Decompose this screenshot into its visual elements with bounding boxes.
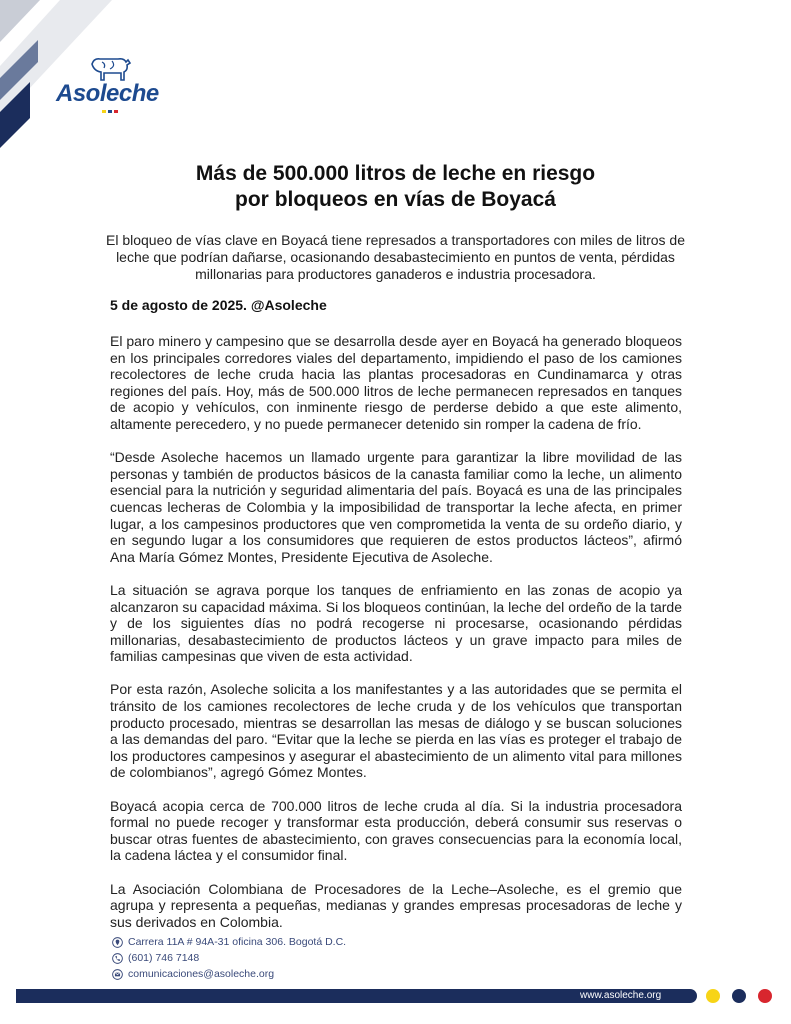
footer-website-link[interactable]: www.asoleche.org xyxy=(580,990,662,1001)
logo-wordmark: Asoleche xyxy=(56,80,159,107)
footer-dot-red xyxy=(758,989,772,1003)
lead-paragraph: El bloqueo de vías clave en Boyacá tiene represados a transportadores con miles de litros de leche que podrían dañarse, ocasionando desabastecimiento en puntos de venta, pérdidas millonarias para productores ganaderos e industria procesadora. xyxy=(105,232,685,282)
contact-address: Carrera 11A # 94A-31 oficina 306. Bogotá D.C. xyxy=(128,936,347,948)
location-pin-icon xyxy=(112,937,123,948)
email-icon xyxy=(112,969,123,980)
contact-info xyxy=(112,934,346,982)
body-paragraph: La situación se agrava porque los tanques de enfriamiento en las zonas de acopio ya alcanzaron su capacidad máxima. Si los bloqueos continúan, la leche del ordeño de la tarde y de los siguientes días no podrá recogerse ni procesarse, ocasionando pérdidas millonarias, desabastecimiento de productos lácteos y un grave impacto para miles de familias campesinas que viven de esta actividad. xyxy=(110,581,682,665)
body-paragraph: El paro minero y campesino que se desarrolla desde ayer en Boyacá ha generado bloqueos en los principales corredores viales del departamento, impidiendo el paso de los camiones recolectores de leche cruda hacia las plantas procesadoras en Cundinamarca y otras regiones del país. Hoy, más de 500.000 litros de leche permanecen represados en tanques de acopio y vehículos, con inminente riesgo de perderse debido a que este alimento, altamente perecedero, y no puede permanecer detenido sin romper la cadena de frío. xyxy=(110,333,682,432)
title-line-1: Más de 500.000 litros de leche en riesgo xyxy=(195,162,596,185)
contact-email[interactable]: comunicaciones@asoleche.org xyxy=(128,968,275,980)
body-paragraph: “Desde Asoleche hacemos un llamado urgente para garantizar la libre movilidad de las personas y también de productos básicos de la canasta familiar como la leche, un alimento esencial para la nutrición y seguridad alimentaria del país. Boyacá es una de las principales cuencas lecheras de Colombia y la imposibilidad de transportar la leche afecta, en primer lugar, a los campesinos productores que ven comprometida la venta de su ordeño diario, y en segundo lugar a los consumidores que requieren de estos productos lácteos”, afirmó Ana María Gómez Montes, Presidente Ejecutiva de Asoleche. xyxy=(110,449,682,565)
contact-address-row xyxy=(112,934,346,950)
article-body xyxy=(110,333,682,947)
asoleche-logo xyxy=(52,52,172,118)
dateline: 5 de agosto de 2025. @Asoleche xyxy=(110,297,327,313)
logo-flag-dots xyxy=(102,110,118,113)
contact-email-row xyxy=(112,966,346,982)
body-paragraph: La Asociación Colombiana de Procesadores de la Leche–Asoleche, es el gremio que agrupa y representa a pequeñas, medianas y grandes empresas procesadoras de leche y sus derivados en Colombia. xyxy=(110,880,682,930)
footer-dot-yellow xyxy=(706,989,720,1003)
page-title xyxy=(80,161,711,213)
contact-phone: (601) 746 7148 xyxy=(128,952,200,964)
body-paragraph: Boyacá acopia cerca de 700.000 litros de leche cruda al día. Si la industria procesadora formal no puede recoger y transformar esta producción, deberá consumir sus reservas o buscar otras fuentes de abastecimiento, con graves consecuencias para la economía local, la cadena láctea y el consumidor final. xyxy=(110,797,682,864)
footer-dot-navy xyxy=(732,989,746,1003)
body-paragraph: Por esta razón, Asoleche solicita a los manifestantes y a las autoridades que se permita el tránsito de los camiones recolectores de leche cruda y de los vehículos que transportan producto procesado, mientras se desarrollan las mesas de diálogo y se buscan soluciones a las demandas del paro. “Evitar que la leche se pierda en las vías es proteger el trabajo de los productores campesinos y asegurar el abastecimiento de un alimento vital para millones de colombianos”, agregó Gómez Montes. xyxy=(110,681,682,781)
contact-phone-row xyxy=(112,950,346,966)
phone-icon xyxy=(112,953,123,964)
title-line-2: por bloqueos en vías de Boyacá xyxy=(235,188,556,211)
